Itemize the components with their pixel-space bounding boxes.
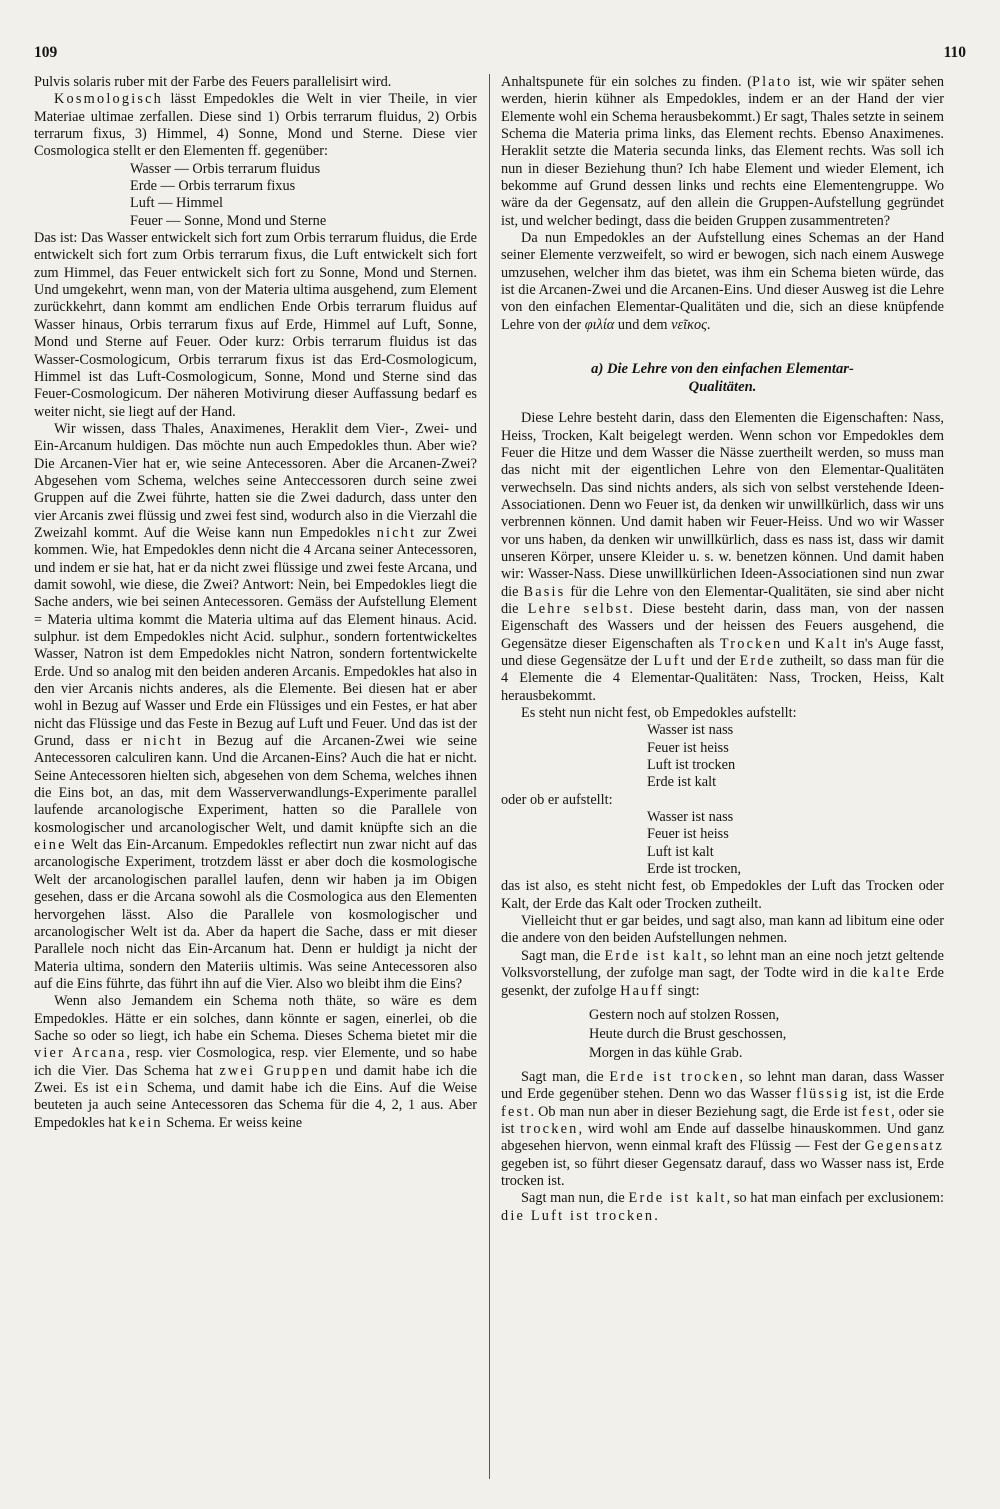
spaced-emphasis: flüssig [796,1086,850,1103]
spaced-emphasis: Erde [739,652,776,669]
list-item: Luft — Himmel [130,195,223,212]
spaced-emphasis: eine [34,837,67,854]
paragraph: oder ob er aufstellt: [501,791,613,808]
section-heading-line: a) Die Lehre von den einfachen Elementar- [591,361,854,378]
spaced-emphasis: Plato [751,74,793,90]
list-item: Wasser ist nass [647,722,734,739]
text-run: Wir wissen, dass Thales, Anaximenes, Heraklit dem Vier-, Zwei- und Ein-Arcanum huldigen. Das möchte nun auch Empedokles thun. Aber wie? Die Arcanen-Vier hat er, wie seine Antecessoren. Aber die Arcanen-Zwei? Abgesehen vom Schema, welches seine Anteccessoren durch seine zwei Gruppen auf die Zwei führte, hatten sie die Zwei dadurch, dass unter den vier Arcanis zwei flüssig und zwei fest sind, wodurch also in die Vierzahl die Zweizahl kommt. Auf die Weise kann nun Empedokles [34,420,477,541]
spaced-emphasis: zwei Gruppen [219,1062,330,1079]
paragraph [34,993,477,1132]
paragraph [501,230,944,334]
paragraph [34,91,477,160]
text-run: und der [686,652,740,669]
text-run: und [782,635,815,652]
text-run: Da nun Empedokles an der Aufstellung eines Schemas an der Hand seiner Elemente verzweifelt, so wird er bewogen, sich nach einem Auswege umzusehen, welcher ihm das bietet, was ihm ein Schema bieten würde, das ist die Arcanen-Zwei und die Arcanen-Eins. Und dieser Ausweg ist die Lehre von den einfachen Elementar-Qualitäten und die, sich an diese knüpfende Lehre von der [501,230,944,333]
spaced-emphasis: Hauff [620,982,665,999]
text-run: , wird wohl am Ende auf dasselbe hinauskommen. Und ganz abgesehen hiervon, wenn einmal kraft des Flüssig — Fest der [501,1120,944,1155]
text-run: für die Lehre von den Elementar-Qualitäten, sie sind aber nicht die [501,583,944,617]
poem-line: Heute durch die Brust geschossen, [589,1025,787,1042]
page-number-left: 109 [34,44,58,61]
list-item: Feuer — Sonne, Mond und Sterne [130,212,327,229]
spaced-emphasis: fest [861,1103,892,1120]
text-run: . [654,1207,658,1224]
text-run: . Ob man nun aber in dieser Beziehung sagt, die Erde ist [530,1103,862,1120]
text-run: lässt Empedokles die Welt in vier Theile, in vier Materiae ultimae zerfallen. Diese sind 1) Orbis terrarum fluidus, 2) Orbis terrarum fixus, 3) Himmel, 4) Sonne, Mond und Sterne. Diese vier Cosmologica stellt er den Elementen ff. gegenüber: [34,91,477,160]
paragraph [501,1069,944,1190]
text-run: Sagt man, die [521,947,605,964]
text-run: ist, ist die Erde [849,1086,944,1103]
spaced-emphasis: vier Arcana [34,1045,127,1062]
two-column-body [34,74,944,1225]
paragraph: Es steht nun nicht fest, ob Empedokles aufstellt: [521,705,797,721]
text-run: , so lehnt man daran, dass Wasser und Erde gegenüber stehen. Denn wo das Wasser [501,1068,944,1103]
text-run: und damit habe ich die Zwei. Es ist [34,1062,477,1096]
paragraph: Vielleicht thut er gar beides, und sagt also, man kann ad libitum eine oder die andere von den beiden Aufstellungen nehmen. [501,913,944,947]
spaced-emphasis: fest [501,1103,531,1120]
paragraph [501,1190,944,1225]
paragraph [501,948,944,1000]
text-run: Sagt man, die [521,1068,610,1085]
greek-word: νεῖκος [671,316,707,333]
spaced-emphasis: Kalt [814,635,849,652]
spaced-emphasis: Erde ist kalt [604,947,704,964]
text-run: Anhaltspunete für ein solches zu finden. ( [501,74,752,90]
text-run: und dem [614,316,672,333]
text-run: Schema, und damit habe ich die Eins. Auf die Weise beuteten ja auch seine Antecessoren das Schema für die 4, 2, 1 aus. Aber Empedokles hat [34,1079,477,1131]
spaced-emphasis: Erde ist kalt [628,1190,727,1207]
section-heading [501,360,944,396]
list-item: Luft ist kalt [647,843,714,860]
paragraph: Das ist: Das Wasser entwickelt sich fort zum Orbis terrarum fluidus, die Erde entwickelt sich fort zum Orbis terrarum fixus, die Luft entwickelt sich fort zum Himmel, das Feuer entwickelt sich fort zu Sonne, Mond und Sternen. Und umgekehrt, wenn man, von der Materia ultima ausgehend, zum Element zurückkehrt, dann kommt am endlichen Ende Orbis terrarum fluidus auf Wasser hinaus, Orbis terrarum fixus auf Erde, Himmel auf Luft, Sonne, Mond und Sterne auf Feuer. Oder kurz: Orbis terrarum fluidus ist das Wasser-Cosmologicum, Orbis terrarum fixus ist das Erd-Cosmologicum, Himmel ist das Luft-Cosmologicum, Sonne, Mond und Sterne sind das Feuer-Cosmologicum. Der näheren Motivirung dieser Auffassung bedarf es weiter nicht, sie liegt auf der Hand. [34,230,477,420]
spaced-emphasis: die Luft ist trocken [501,1207,655,1224]
list-item: Erde ist kalt [647,774,717,791]
spaced-emphasis: trocken [520,1120,579,1137]
paragraph [501,410,944,705]
poem-quote [589,1006,944,1063]
text-run: . [706,316,711,333]
list-item: Feuer ist heiss [647,739,729,756]
text-run: gegeben ist, so führt dieser Gegensatz darauf, dass wo Wasser nass ist, Erde trocken ist. [501,1155,944,1189]
section-heading-line: Qualitäten. [688,379,757,396]
spaced-emphasis: Basis [523,583,566,600]
text-run: Schema. Er weiss keine [162,1114,303,1131]
list-item: Erde ist trocken, [647,861,742,878]
spaced-emphasis: nicht [143,733,184,750]
text-run: Erde gesenkt, der zufolge [501,965,944,999]
text-run: in's Auge fasst, und diese Gegensätze der [501,635,944,669]
spaced-emphasis: kalte [872,965,912,982]
list-item: Erde — Orbis terrarum fixus [130,178,296,195]
text-run: , resp. vier Cosmologica, resp. vier Elemente, und so habe ich die Vier. Das Schema hat [34,1045,477,1079]
poem-line: Gestern noch auf stolzen Rossen, [589,1006,780,1023]
text-run: in Bezug auf die Arcanen-Zwei wie seine Antecessoren calculiren kann. Und die Arcanen-Eins? Auch die hat er nicht. Seine Antecessoren hielten sich, abgesehen von dem Schema, welches ihnen die Eins bot, an das, mit dem Wasserverwandlungs-Experimente parallel laufende arcanologische Experiment, hatten so die Parallele von kosmologischer und arcanologischer Welt, und damit knüpfte sich an die [34,733,477,836]
qualities-list-1 [501,722,944,791]
paragraph [501,74,944,230]
list-item: Wasser — Orbis terrarum fluidus [130,160,321,177]
spaced-emphasis: Kosmologisch [54,91,164,108]
text-run: , so hat man einfach per exclusionem: [726,1190,944,1207]
paragraph [34,421,477,993]
cosmologica-list [34,161,477,230]
text-run: zur Zwei kommen. Wie, hat Empedokles denn nicht die 4 Arcana seiner Antecessoren, und indem er sie hat, hat er da nicht zwei flüssige und zwei feste Arcana, und damit sowohl, wie diese, die Zwei? Antwort: Nein, bei Empedokles liegt die Sache anders, wie bei seinen Antecessoren. Gemäss der Aufstellung Element = Materia ultima kommt die Materia ultima auf das Element hinaus. Acid. sulphur. ist dem Empedokles nicht Acid. sulphur., sondern fortentwickeltes Wasser, Natron ist dem Empedokles nicht Natron, sondern fortentwickelte Erde. Und so analog mit den beiden anderen Arcanis. Empedokles hat also in den vier Arcanis nichts anderes, als die Elemente. Bei diesen hat er aber wohl in Bezug auf Wasser und Erde ein Flüssiges und ein Festes, er hat aber nicht das Flüssige und das Feste in Bezug auf Luft und Feuer. Und das ist der Grund, dass er [34,524,477,750]
spaced-emphasis: Luft [653,652,687,669]
list-item: Wasser ist nass [647,809,734,826]
text-run: , so lehnt man an eine noch jetzt geltende Volksvorstellung, der zufolge man sagt, der Todte wird in die [501,947,945,982]
text-run: singt: [664,982,700,999]
greek-word: φιλία [584,316,615,333]
text-run: Diese Lehre besteht darin, dass den Elementen die Eigenschaften: Nass, Heiss, Trocken, Kalt beigelegt werden. Wenn schon vor Empedokles dem Feuer die Hitze und dem Wasser die Nässe zuertheilt werden, so muss man das nicht mit der eigentlichen Lehre von den Elementar-Qualitäten verwechseln. Das sind nichts anders, als sich von selbst verstehende Ideen-Associationen. Denn wo Feuer ist, da denken wir unwillkürlich, dass wir uns verbrennen können. Und damit haben wir Feuer-Heiss. Und wo wir Wasser vor uns haben, da denken wir unwillkürlich, dass es nass ist, dass wir damit unseren Körper, unsere Kleider u. s. w. benetzen können. Und damit haben wir: Wasser-Nass. Diese unwillkürlichen Ideen-Associationen sind nun zwar die [501,410,944,600]
poem-line: Morgen in das kühle Grab. [589,1044,743,1061]
spaced-emphasis: Trocken [719,635,783,652]
spaced-emphasis: Erde ist trocken [609,1068,740,1085]
qualities-list-2 [501,809,944,878]
spaced-emphasis: kein [129,1114,163,1131]
text-run: Wenn also Jemandem ein Schema noth thäte, so wäre es dem Empedokles. Hätte er ein solches, dann könnte er sagen, einerlei, ob die Sache so oder so liegt, ich habe ein Schema. Dieses Schema bietet mir die [34,993,477,1044]
text-run: Sagt man nun, die [521,1190,629,1207]
list-item: Feuer ist heiss [647,826,729,843]
paragraph: das ist also, es steht nicht fest, ob Empedokles der Luft das Trocken oder Kalt, der Erde das Kalt oder Trocken zutheilt. [501,878,944,912]
text-run: . Diese besteht darin, dass man, von der nassen Eigenschaft des Wassers und der heissen des Feuers ausgehend, die Gegensätze dieser Eigenschaften als [501,600,945,652]
text-run: zutheilt, so dass man für die 4 Elemente die 4 Elementar-Qualitäten: Nass, Trocken, Heiss, Kalt herausbekommt. [501,652,944,704]
left-column [34,74,477,1225]
list-item: Luft ist trocken [647,757,736,774]
text-run: , oder sie ist [501,1103,945,1137]
spaced-emphasis: nicht [376,524,417,541]
spaced-emphasis: ein [115,1079,140,1096]
right-column [501,74,944,1225]
text-run: ist, wie wir später sehen werden, hierin kühner als Empedokles, indem er an der Hand der vier Elemente wohl ein Schema herausbekommt.) Er sagt, Thales setzte in seinem Schema die Materia prima links, das Element rechts. Ebenso Anaximenes. Heraklit setzte die Materia secunda links, das Element rechts. Was soll ich nun in dieser Beziehung thun? Ich habe Element und wieder Element, ich bekomme auf Grund dessen links und rechts eine Elementengruppe. Wo wäre da der Gegensatz, auf den allein die Gruppen-Aufstellung gegründet ist, und welcher bedingt, dass die beiden Gruppen zusammentreten? [501,74,945,229]
paragraph: Pulvis solaris ruber mit der Farbe des Feuers parallelisirt wird. [34,74,392,90]
spaced-emphasis: Lehre selbst [527,600,630,617]
text-run: Welt das Ein-Arcanum. Empedokles reflectirt nun zwar nicht auf das arcanologische Experiment, trotzdem lässt er aber doch die kosmologische Welt der arcanologischen parallel laufen, denn wir haben ja im Obigen gesehen, dass er die Arcana sowohl als die Cosmologica aus den Elementen hervorgehen lässt. Also die Parallele von kosmologischer und arcanologischer Welt ist da. Aber da hapert die Sache, dass er mit dieser Parallele noch nicht das Ein-Arcanum hat. Denn er huldigt ja nicht der Materia ultima, sondern den Materiis ultimis. Was seine Antecessoren also auf die Eins führte, das führt ihn auf die Vier. Also wo bleibt ihm die Eins? [34,837,477,992]
page-number-right: 110 [943,44,966,61]
spaced-emphasis: Gegensatz [864,1138,944,1155]
